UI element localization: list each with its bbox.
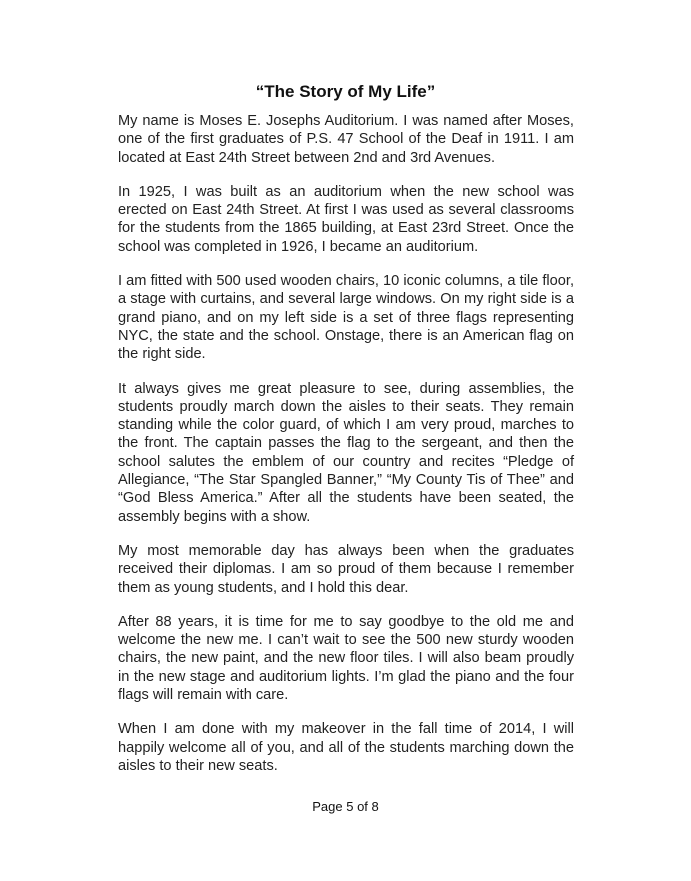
paragraph-2: In 1925, I was built as an auditorium when the new school was erected on East 24th Street. At first I was used as several classrooms for the students from the 1865 building, at East 23rd Street. Once the school was completed in 1926, I became an auditorium. — [118, 183, 574, 255]
document-title: “The Story of My Life” — [255, 82, 436, 101]
paragraph-4: It always gives me great pleasure to see, during assemblies, the students proudly march down the aisles to their seats. They remain standing while the color guard, of which I am very proud, marches to the front. The captain passes the flag to the sergeant, and then the school salutes the emblem of our country and recites “Pledge of Allegiance, “The Star Spangled Banner,” “My County Tis of Thee” and “God Bless America.” After all the students have been seated, the assembly begins with a show. — [118, 380, 574, 525]
page-number-footer: Page 5 of 8 — [312, 799, 379, 814]
paragraph-7: When I am done with my makeover in the fall time of 2014, I will happily welcome all of you, and all of the students marching down the aisles to their new seats. — [118, 721, 574, 774]
paragraph-5: My most memorable day has always been when the graduates received their diplomas. I am so proud of them because I remember them as young students, and I hold this dear. — [118, 542, 574, 596]
paragraph-1: My name is Moses E. Josephs Auditorium. I was named after Moses, one of the first graduates of P.S. 47 School of the Deaf in 1911. I am located at East 24th Street between 2nd and 3rd Avenues. — [118, 113, 574, 166]
paragraph-6: After 88 years, it is time for me to say goodbye to the old me and welcome the new me. I can’t wait to see the 500 new sturdy wooden chairs, the new paint, and the new floor tiles. I will also beam proudly in the new stage and auditorium lights. I’m glad the piano and the four flags will remain with care. — [118, 613, 574, 704]
document-body — [118, 112, 574, 791]
paragraph-3: I am fitted with 500 used wooden chairs, 10 iconic columns, a tile floor, a stage with curtains, and several large windows. On my right side is a grand piano, and on my left side is a set of three flags representing NYC, the state and the school. Onstage, there is an American flag on the right side. — [118, 273, 574, 363]
